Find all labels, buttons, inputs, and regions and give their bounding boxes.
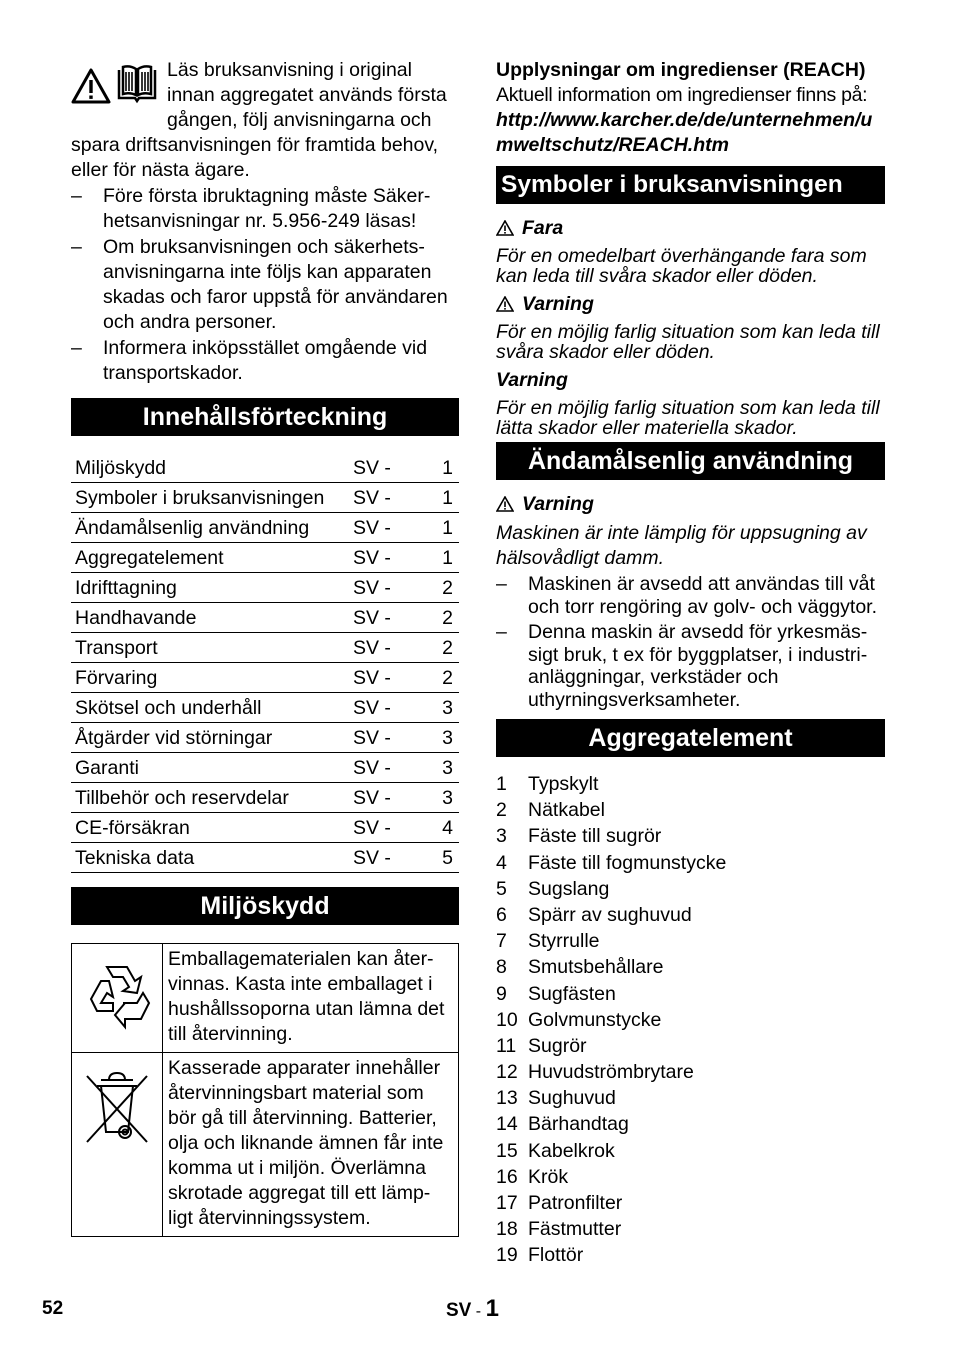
part-item <box>496 1059 885 1085</box>
toc-title: Garanti <box>71 753 349 783</box>
intro-icons <box>71 64 161 110</box>
part-item <box>496 1007 885 1033</box>
intended-use-bullets <box>496 573 885 711</box>
parts-list <box>496 771 885 1269</box>
part-name: Krök <box>528 1165 569 1188</box>
toc-lang: SV - <box>349 813 427 843</box>
toc-row[interactable] <box>71 663 459 693</box>
part-item <box>496 1216 885 1242</box>
environment-table <box>71 943 459 1237</box>
environment-row <box>72 1053 459 1237</box>
toc-row[interactable] <box>71 753 459 783</box>
environment-text: Emballagematerialen kan åter-vinnas. Kasta inte emballaget i hushållssoporna utan lämna det till återvinning. <box>163 944 459 1053</box>
part-item <box>496 1138 885 1164</box>
part-item <box>496 1085 885 1111</box>
footer-sep: - <box>471 1303 486 1320</box>
toc-title: Idrifttagning <box>71 573 349 603</box>
part-item <box>496 981 885 1007</box>
toc-lang: SV - <box>349 483 427 513</box>
part-name: Sugrör <box>528 1034 587 1057</box>
toc-page: 1 <box>427 513 459 543</box>
toc-row[interactable] <box>71 723 459 753</box>
part-number: 15 <box>496 1139 518 1162</box>
footer-section-label <box>446 1296 499 1324</box>
reach-url-text[interactable]: http://www.karcher.de/de/unternehmen/umweltschutz/REACH.htm <box>496 109 873 156</box>
part-name: Fäste till sugrör <box>528 825 662 848</box>
toc-title: Symboler i bruksanvisningen <box>71 483 349 513</box>
toc-lang: SV - <box>349 693 427 723</box>
toc-page: 2 <box>427 603 459 633</box>
toc-page: 2 <box>427 633 459 663</box>
part-item <box>496 771 885 797</box>
warning-triangle-icon <box>71 68 111 104</box>
part-name: Sughuvud <box>528 1087 616 1110</box>
toc-row[interactable] <box>71 543 459 573</box>
part-number: 5 <box>496 877 507 900</box>
toc-lang: SV - <box>349 723 427 753</box>
intro-block <box>71 58 459 386</box>
part-name: Patronfilter <box>528 1192 623 1214</box>
toc-row[interactable] <box>71 783 459 813</box>
part-number: 16 <box>496 1165 518 1188</box>
toc-page: 1 <box>427 483 459 513</box>
part-name: Kabelkrok <box>528 1139 615 1162</box>
page-number: 52 <box>42 1298 64 1319</box>
toc-title: Förvaring <box>71 663 349 693</box>
manual-book-icon <box>115 64 159 104</box>
intended-use-warning-text: Maskinen är inte lämplig för uppsugning av hälsovådligt damm. <box>496 522 867 569</box>
toc-lang: SV - <box>349 573 427 603</box>
toc-title: Tekniska data <box>71 843 349 873</box>
intended-use-heading: Ändamålsenlig användning <box>496 442 885 480</box>
part-number: 1 <box>496 773 507 795</box>
part-name: Fäste till fogmunstycke <box>528 851 727 874</box>
toc-heading: Innehållsförteckning <box>71 398 459 436</box>
toc-page: 1 <box>427 543 459 573</box>
toc-page: 3 <box>427 783 459 813</box>
intro-bullets <box>71 184 459 386</box>
part-number: 17 <box>496 1192 518 1214</box>
toc-title: Åtgärder vid störningar <box>71 723 349 753</box>
toc-lang: SV - <box>349 783 427 813</box>
part-number: 11 <box>496 1034 517 1057</box>
environment-heading: Miljöskydd <box>71 887 459 925</box>
part-name: Nätkabel <box>528 799 605 822</box>
part-item <box>496 876 885 902</box>
part-number: 12 <box>496 1061 518 1084</box>
toc-page: 3 <box>427 753 459 783</box>
part-item <box>496 1164 885 1190</box>
toc-lang: SV - <box>349 453 427 483</box>
toc-row[interactable] <box>71 573 459 603</box>
toc-lang: SV - <box>349 543 427 573</box>
toc-lang: SV - <box>349 513 427 543</box>
part-name: Huvudströmbrytare <box>528 1061 694 1084</box>
part-item <box>496 928 885 954</box>
intended-use-bullet: – Denna maskin är avsedd för yrkesmäs-sigt bruk, t ex för byggplatser, i industri-anläggningar, verkstäder och uthyrningsverksamheter. <box>496 621 885 711</box>
environment-row <box>72 944 459 1053</box>
toc-title: Aggregatelement <box>71 543 349 573</box>
environment-icon-cell <box>72 944 163 1053</box>
toc-title: CE-försäkran <box>71 813 349 843</box>
part-item <box>496 902 885 928</box>
part-name: Spärr av sughuvud <box>528 903 692 926</box>
part-number: 3 <box>496 825 507 848</box>
toc-lang: SV - <box>349 843 427 873</box>
toc-title: Tillbehör och reservdelar <box>71 783 349 813</box>
part-name: Sugslang <box>528 877 610 900</box>
symbol-text: För en möjlig farlig situation som kan leda till svåra skador eller döden. <box>496 321 880 363</box>
part-name: Sugfästen <box>528 982 616 1005</box>
toc-row[interactable] <box>71 813 459 843</box>
toc-title: Miljöskydd <box>71 453 349 483</box>
toc-row[interactable] <box>71 513 459 543</box>
part-number: 14 <box>496 1113 518 1136</box>
part-number: 9 <box>496 982 507 1005</box>
toc-page: 3 <box>427 723 459 753</box>
toc-lang: SV - <box>349 633 427 663</box>
part-item <box>496 850 885 876</box>
warning-triangle-icon <box>496 496 514 512</box>
toc-row[interactable] <box>71 453 459 483</box>
reach-heading: Upplysningar om ingredienser (REACH) <box>496 59 866 81</box>
part-name: Typskylt <box>528 773 599 795</box>
symbol-label-varning: Varning <box>496 292 885 317</box>
toc-lang: SV - <box>349 663 427 693</box>
part-name: Flottör <box>528 1244 584 1267</box>
reach-url[interactable] <box>496 108 885 158</box>
toc-title: Ändamålsenlig användning <box>71 513 349 543</box>
environment-text: Kasserade apparater innehåller återvinningsbart material som bör gå till återvinning. Batterier, olja och liknande ämnen får inte komma ut i miljön. Överlämna skrotade aggregat till ett lämp-ligt återvinningssystem. <box>163 1053 459 1237</box>
part-number: 6 <box>496 903 507 926</box>
part-name: Bärhandtag <box>528 1113 629 1136</box>
part-number: 18 <box>496 1218 518 1241</box>
symbol-text: För en omedelbart överhängande fara som kan leda till svåra skador eller döden. <box>496 245 867 287</box>
intro-lead: Läs bruksanvisning i original innan aggregatet används första gången, följ anvisningarna och spara driftsanvisningen för framtida behov, eller för nästa ägare. <box>71 59 447 181</box>
part-number: 13 <box>496 1087 518 1110</box>
part-number: 2 <box>496 799 507 822</box>
part-name: Smutsbehållare <box>528 956 664 979</box>
toc-page: 2 <box>427 663 459 693</box>
intro-bullet: – Om bruksanvisningen och säkerhets-anvisningarna inte följs kan apparaten skadas och faror uppstå för användaren och andra personer. <box>71 235 459 335</box>
toc-title: Transport <box>71 633 349 663</box>
part-name: Golvmunstycke <box>528 1008 662 1031</box>
intended-use-warning-label: Varning <box>496 492 885 517</box>
toc-table <box>71 453 459 873</box>
part-item <box>496 954 885 980</box>
toc-title: Handhavande <box>71 603 349 633</box>
part-item <box>496 1242 885 1268</box>
warning-triangle-icon <box>496 296 514 312</box>
toc-page: 5 <box>427 843 459 873</box>
part-item <box>496 823 885 849</box>
part-item <box>496 1111 885 1137</box>
toc-title: Skötsel och underhåll <box>71 693 349 723</box>
part-number: 10 <box>496 1008 518 1031</box>
symbol-label-fara: Fara <box>496 216 885 241</box>
part-item <box>496 1033 885 1059</box>
part-number: 19 <box>496 1244 518 1267</box>
symbol-label-varning-plain: Varning <box>496 369 568 391</box>
toc-row[interactable] <box>71 693 459 723</box>
symbol-text: För en möjlig farlig situation som kan leda till lätta skador eller materiella skador. <box>496 397 880 439</box>
part-number: 7 <box>496 930 507 953</box>
toc-page: 4 <box>427 813 459 843</box>
toc-lang: SV - <box>349 603 427 633</box>
environment-icon-cell <box>72 1053 163 1237</box>
intended-use-bullet: – Maskinen är avsedd att användas till våt och torr rengöring av golv- och väggytor. <box>496 573 885 618</box>
toc-row[interactable] <box>71 843 459 873</box>
toc-row[interactable] <box>71 633 459 663</box>
footer-section-page: 1 <box>485 1295 499 1322</box>
recycle-icon <box>79 957 155 1035</box>
toc-page: 3 <box>427 693 459 723</box>
left-column <box>71 58 459 1237</box>
part-name: Fästmutter <box>528 1218 622 1241</box>
part-name: Styrrulle <box>528 930 600 953</box>
symbols-heading: Symboler i bruksanvisningen <box>496 166 885 204</box>
right-column <box>496 58 885 1269</box>
toc-lang: SV - <box>349 753 427 783</box>
part-number: 4 <box>496 851 507 874</box>
intro-bullet: – Före första ibruktagning måste Säker-hetsanvisningar nr. 5.956-249 läsas! <box>71 184 459 234</box>
reach-text: Aktuell information om ingredienser finns på: <box>496 84 868 106</box>
part-item <box>496 1190 885 1216</box>
toc-row[interactable] <box>71 603 459 633</box>
toc-page: 2 <box>427 573 459 603</box>
warning-triangle-icon <box>496 220 514 236</box>
part-item <box>496 797 885 823</box>
crossed-bin-icon <box>79 1068 155 1148</box>
symbols-list <box>496 216 885 438</box>
toc-page: 1 <box>427 453 459 483</box>
footer-lang: SV <box>446 1300 472 1321</box>
part-number: 8 <box>496 956 507 979</box>
parts-heading: Aggregatelement <box>496 719 885 757</box>
intro-bullet: – Informera inköpsstället omgående vid transportskador. <box>71 336 459 386</box>
toc-row[interactable] <box>71 483 459 513</box>
